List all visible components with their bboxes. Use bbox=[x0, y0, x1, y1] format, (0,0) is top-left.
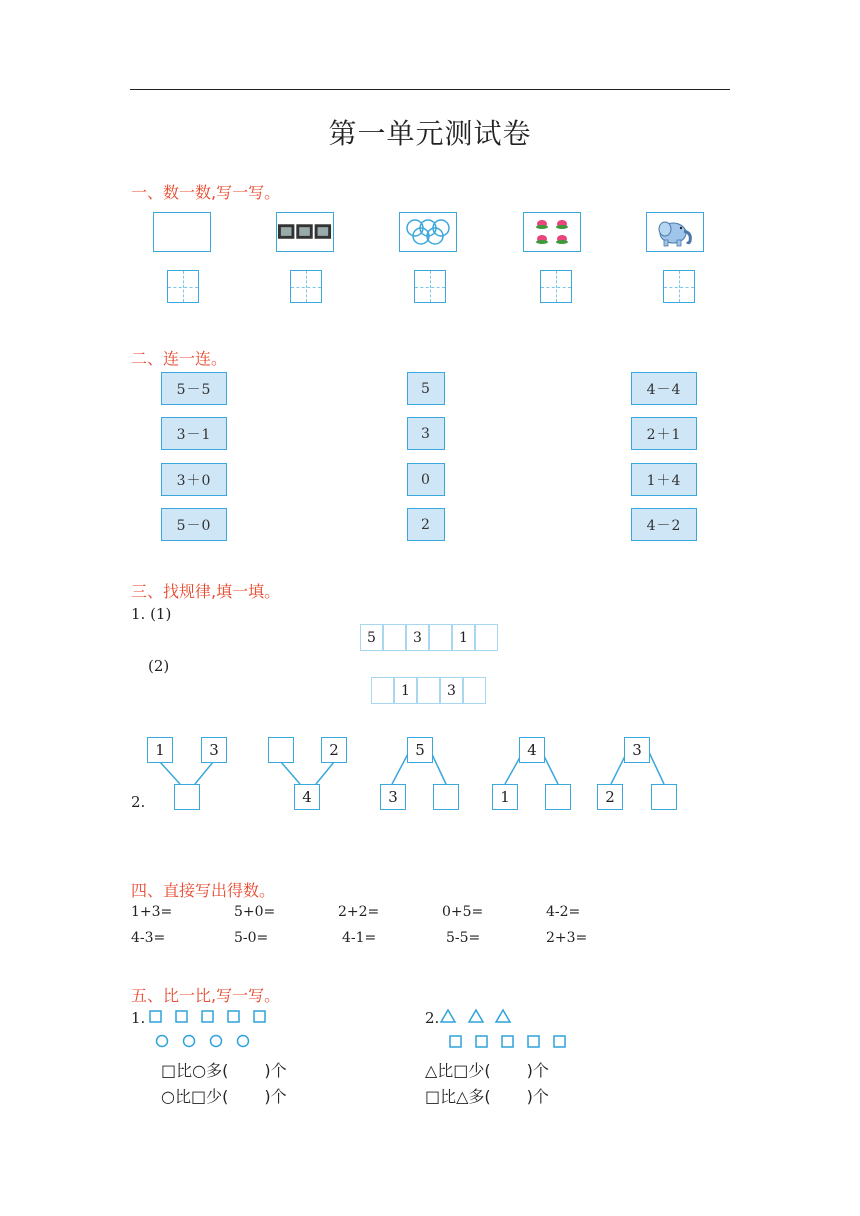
calc-item: 4-2= bbox=[546, 904, 581, 920]
tree-box[interactable]: 5 bbox=[407, 737, 433, 763]
triangle-row-icon bbox=[440, 1008, 575, 1050]
sequence-cell[interactable]: 5 bbox=[360, 624, 383, 651]
compare-prefix: ○比□少( bbox=[161, 1087, 229, 1106]
compare-suffix: )个 bbox=[526, 1061, 549, 1080]
compare-prefix: △比□少( bbox=[425, 1061, 491, 1080]
compare-line bbox=[425, 1058, 549, 1081]
question-2-label: 2. bbox=[425, 1009, 440, 1027]
tree-box[interactable]: 1 bbox=[492, 784, 518, 810]
compare-suffix: )个 bbox=[526, 1087, 549, 1106]
calc-item: 5+0= bbox=[234, 904, 276, 920]
number-card[interactable]: 3 bbox=[407, 417, 445, 450]
compare-line bbox=[161, 1084, 287, 1107]
compare-line bbox=[425, 1084, 549, 1107]
tree-box[interactable] bbox=[433, 784, 459, 810]
tree-box[interactable]: 2 bbox=[321, 737, 347, 763]
expression-card[interactable]: 1＋4 bbox=[631, 463, 697, 496]
calc-item: 5-0= bbox=[234, 930, 269, 946]
section-4-heading: 四、直接写出得数。 bbox=[131, 881, 276, 900]
number-card[interactable]: 5 bbox=[407, 372, 445, 405]
section-5-heading: 五、比一比,写一写。 bbox=[131, 986, 281, 1005]
compare-suffix: )个 bbox=[264, 1061, 287, 1080]
question-1b-label: (2) bbox=[148, 657, 170, 675]
tree-box[interactable]: 2 bbox=[597, 784, 623, 810]
tree-box[interactable]: 3 bbox=[201, 737, 227, 763]
section-2-heading: 二、连一连。 bbox=[131, 349, 228, 368]
tree-box[interactable] bbox=[651, 784, 677, 810]
expression-card[interactable]: 5－5 bbox=[161, 372, 227, 405]
expression-card[interactable]: 4－4 bbox=[631, 372, 697, 405]
tree-box[interactable]: 1 bbox=[147, 737, 173, 763]
tree-box[interactable]: 4 bbox=[519, 737, 545, 763]
calc-item: 5-5= bbox=[446, 930, 481, 946]
tree-box[interactable] bbox=[545, 784, 571, 810]
expression-card[interactable]: 3＋0 bbox=[161, 463, 227, 496]
sequence-cell[interactable]: 3 bbox=[440, 677, 463, 704]
page-title: 第一单元测试卷 bbox=[328, 117, 532, 150]
number-card[interactable]: 0 bbox=[407, 463, 445, 496]
tree-box[interactable]: 4 bbox=[294, 784, 320, 810]
question-1-label: 1. (1) bbox=[131, 605, 172, 623]
tree-box[interactable] bbox=[268, 737, 294, 763]
section-3-heading: 三、找规律,填一填。 bbox=[131, 582, 281, 601]
expression-card[interactable]: 4－2 bbox=[631, 508, 697, 541]
tree-box[interactable]: 3 bbox=[624, 737, 650, 763]
calc-item: 4-1= bbox=[342, 930, 377, 946]
calc-item: 0+5= bbox=[442, 904, 484, 920]
compare-prefix: □比△多( bbox=[425, 1087, 491, 1106]
compare-prefix: □比○多( bbox=[161, 1061, 229, 1080]
calc-item: 1+3= bbox=[131, 904, 173, 920]
expression-card[interactable]: 5－0 bbox=[161, 508, 227, 541]
expression-card[interactable]: 3－1 bbox=[161, 417, 227, 450]
calc-item: 2+3= bbox=[546, 930, 588, 946]
question-1-label: 1. bbox=[131, 1009, 146, 1027]
sequence-cell[interactable]: 1 bbox=[394, 677, 417, 704]
number-card[interactable]: 2 bbox=[407, 508, 445, 541]
question-2-label: 2. bbox=[131, 793, 146, 811]
calc-item: 4-3= bbox=[131, 930, 166, 946]
compare-suffix: )个 bbox=[264, 1087, 287, 1106]
compare-line bbox=[161, 1058, 287, 1081]
section-1-heading: 一、数一数,写一写。 bbox=[131, 183, 281, 202]
sequence-cell[interactable]: 3 bbox=[406, 624, 429, 651]
sequence-cell[interactable]: 1 bbox=[452, 624, 475, 651]
tree-box[interactable]: 3 bbox=[380, 784, 406, 810]
square-row-icon bbox=[147, 1009, 272, 1049]
tree-box[interactable] bbox=[174, 784, 200, 810]
calc-item: 2+2= bbox=[338, 904, 380, 920]
expression-card[interactable]: 2＋1 bbox=[631, 417, 697, 450]
